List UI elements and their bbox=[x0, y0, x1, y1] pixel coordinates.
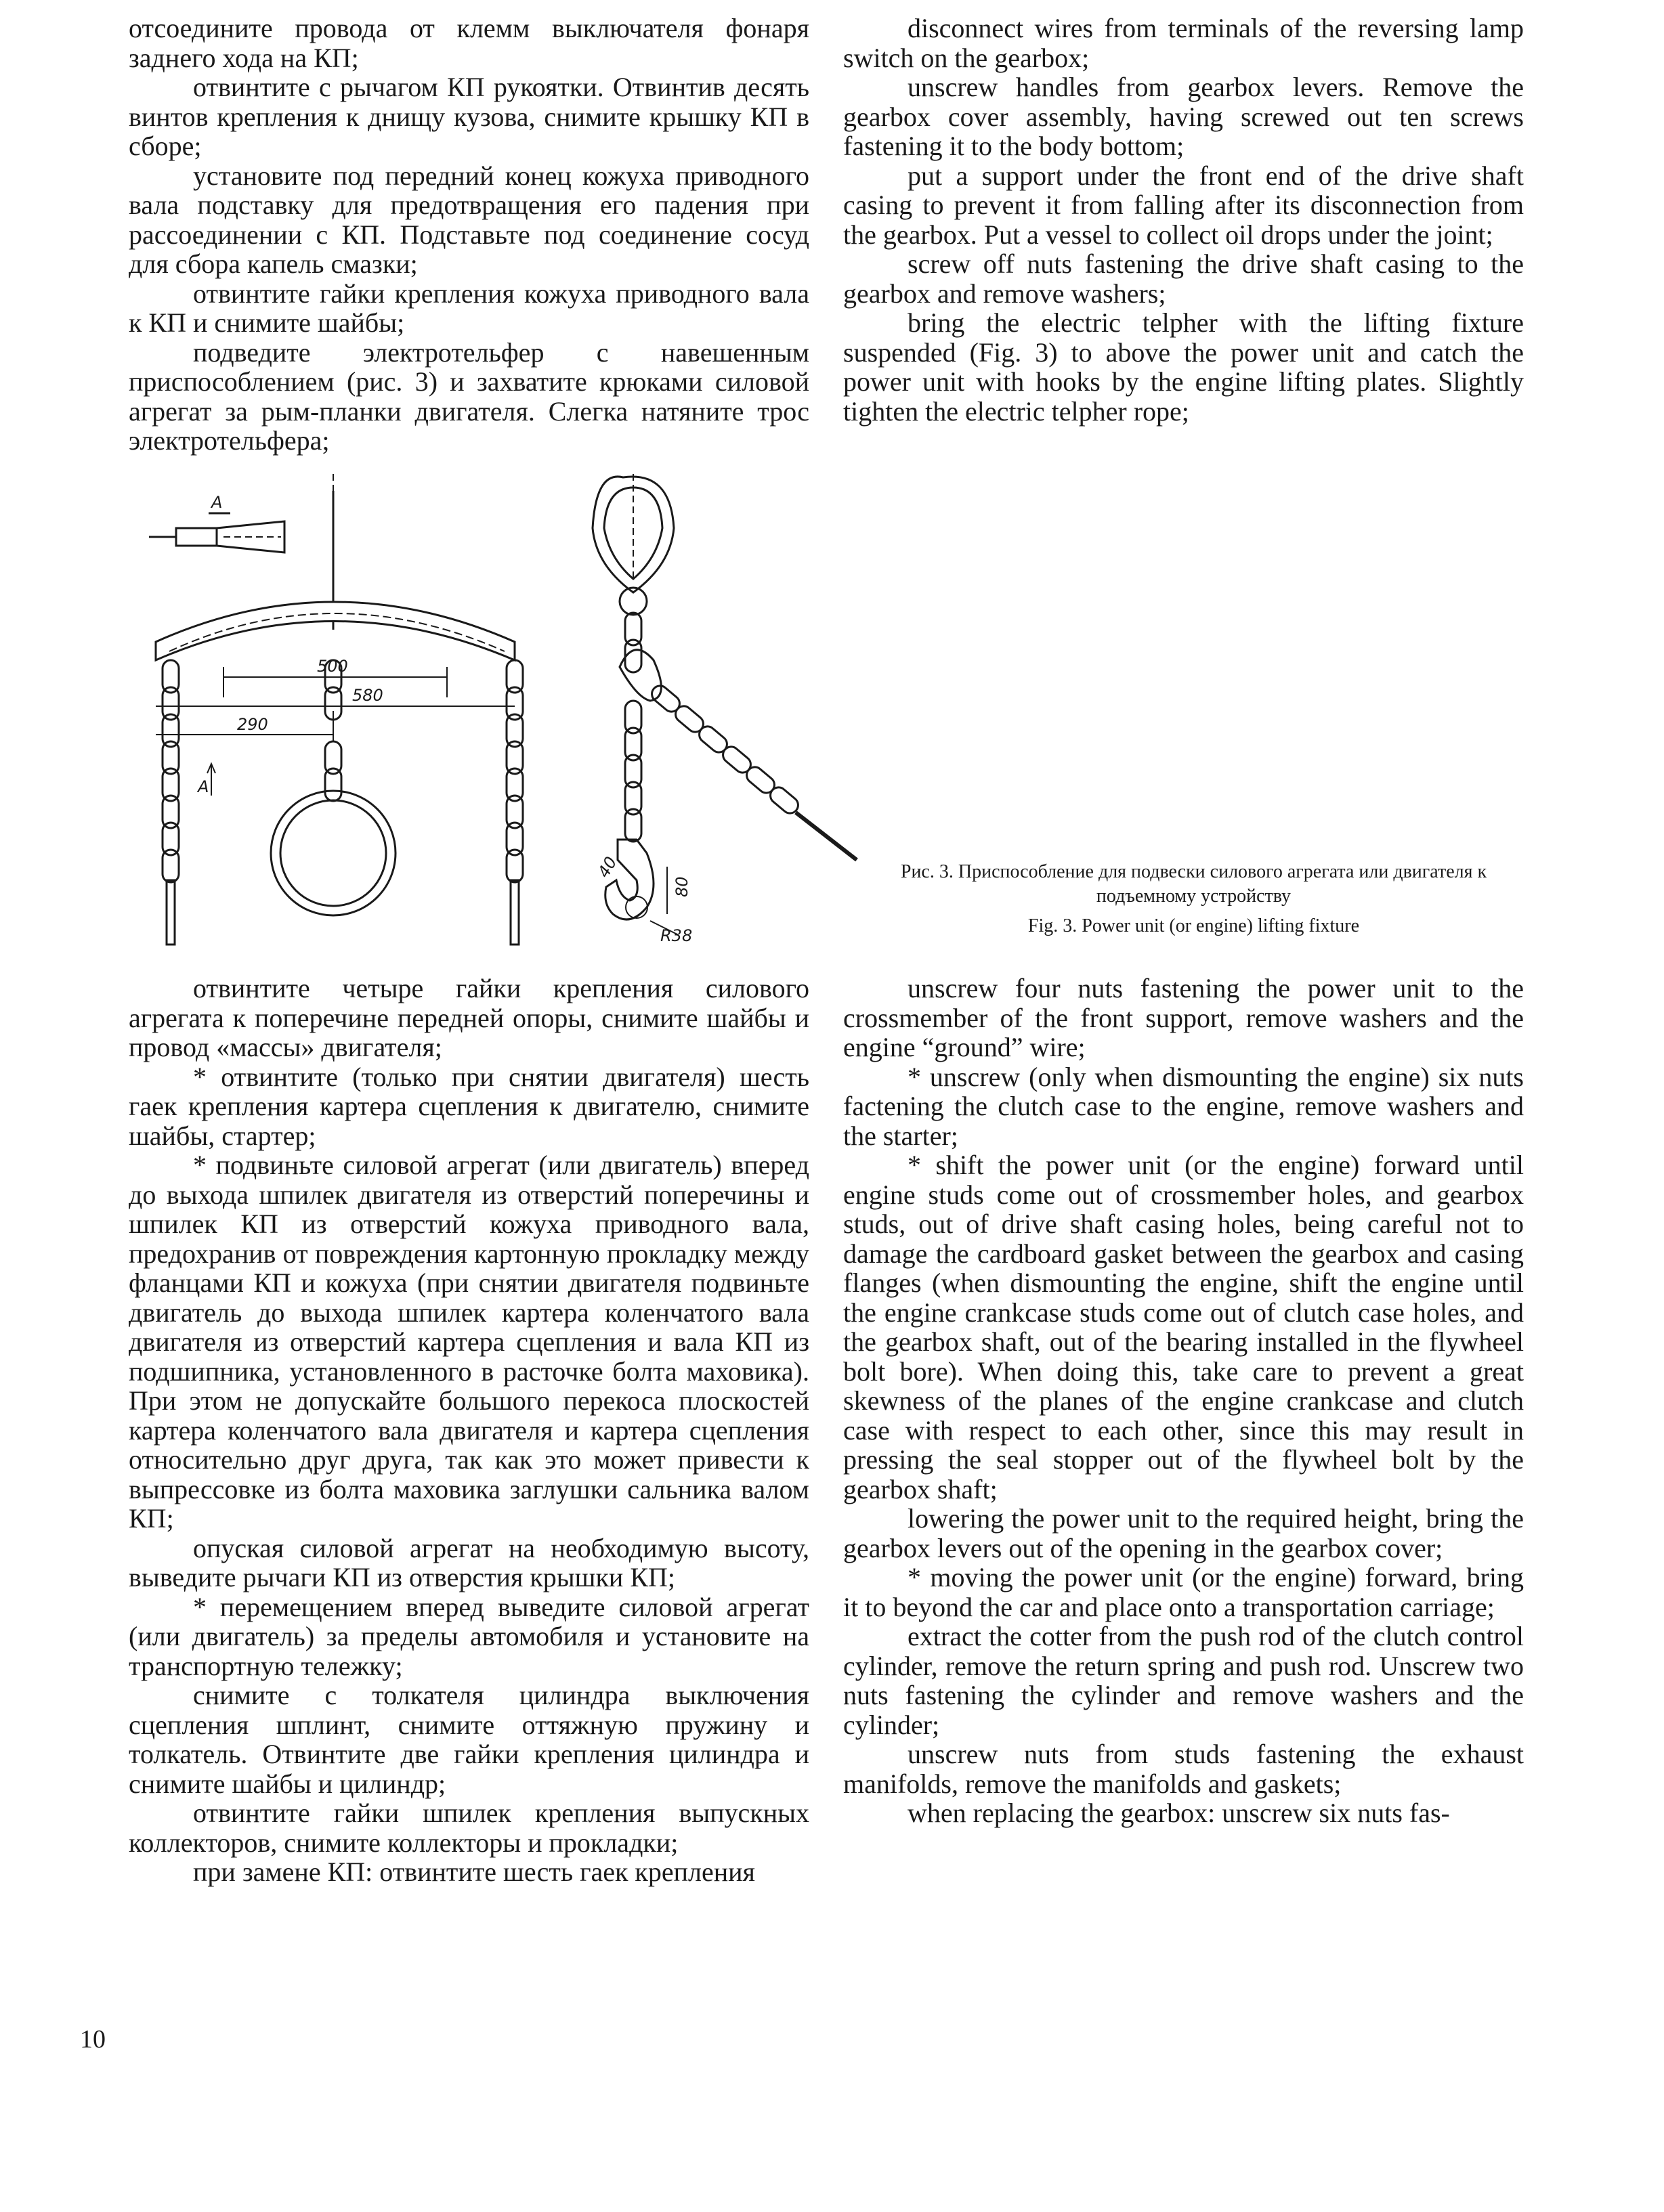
figure-caption bbox=[880, 860, 1507, 938]
dimension-label: 290 bbox=[237, 715, 268, 734]
paragraph: отвинтите гайки шпилек крепления выпускных коллекторов, снимите коллекторы и прокладки; bbox=[129, 1798, 809, 1858]
paragraph: disconnect wires from terminals of the reversing lamp switch on the gearbox; bbox=[843, 13, 1524, 73]
paragraph: bring the electric telpher with the lifting fixture suspended (Fig. 3) to above the power unit and catch the power unit with hooks by the engine lifting plates. Slightly tighten the electric telpher rope; bbox=[843, 307, 1524, 427]
view-label: A bbox=[211, 493, 223, 512]
paragraph: при замене КП: отвинтите шесть гаек крепления bbox=[193, 1857, 755, 1887]
lifting-fixture-drawing bbox=[135, 474, 867, 948]
dimension-label: 80 bbox=[673, 876, 691, 897]
caption-russian: Рис. 3. Приспособление для подвески силового агрегата или двигателя к подъемному устройству bbox=[900, 861, 1487, 907]
page-number: 10 bbox=[80, 2025, 106, 2054]
paragraph: put a support under the front end of the drive shaft casing to prevent it from falling after its disconnection from the gearbox. Put a vessel to collect oil drops under the joint; bbox=[843, 160, 1524, 250]
russian-column-top bbox=[129, 14, 809, 456]
paragraph: установите под передний конец кожуха приводного вала подставку для предотвращения его падения при рассоединении с КП. Подставьте под соединение сосуд для сбора капель смазки; bbox=[129, 160, 809, 279]
curved-beam bbox=[156, 602, 515, 660]
paragraph: отсоедините провода от клемм выключателя фонаря заднего хода на КП; bbox=[129, 13, 809, 73]
paragraph: отвинтите четыре гайки крепления силового агрегата к поперечине передней опоры, снимите шайбы и провод «массы» двигателя; bbox=[129, 973, 809, 1062]
paragraph: отвинтите гайки крепления кожуха приводного вала к КП и снимите шайбы; bbox=[129, 278, 809, 338]
dimension-label: 40 bbox=[594, 853, 621, 881]
dimension-label: R38 bbox=[660, 926, 693, 945]
paragraph: unscrew four nuts fastening the power unit to the crossmember of the front support, remove washers and the engine “ground” wire; bbox=[843, 973, 1524, 1062]
view-a-detail bbox=[149, 493, 284, 552]
english-column-top bbox=[843, 14, 1524, 426]
dimension-label: 580 bbox=[352, 686, 383, 705]
paragraph: unscrew handles from gearbox levers. Remove the gearbox cover assembly, having screwed out ten screws fastening it to the body bottom; bbox=[843, 72, 1524, 161]
paragraph: * moving the power unit (or the engine) forward, bring it to beyond the car and place onto a transportation carriage; bbox=[843, 1562, 1524, 1622]
paragraph: when replacing the gearbox: unscrew six nuts fas- bbox=[908, 1798, 1450, 1828]
paragraph: * отвинтите (только при снятии двигателя) шесть гаек крепления картера сцепления к двигателю, снимите шайбы, стартер; bbox=[129, 1061, 809, 1151]
paragraph: * shift the power unit (or the engine) forward until engine studs come out of crossmember holes, and gearbox studs, out of drive shaft casing holes, being careful not to damage the cardboard gasket between the gearbox and casing flanges (when dismounting the engine, shift the engine until the engine crankcase studs come out of clutch case holes, and the gearbox shaft, out of the bearing installed in the flywheel bolt bore). When doing this, take care to prevent a great skewness of the planes of the engine crankcase and clutch case with respect to each other, since this may result in pressing the seal stopper out of the flywheel bolt by the gearbox shaft; bbox=[843, 1150, 1524, 1504]
russian-column-bottom bbox=[129, 974, 809, 1887]
dimension-label: 500 bbox=[317, 657, 348, 676]
paragraph: lowering the power unit to the required height, bring the gearbox levers out of the opening in the gearbox cover; bbox=[843, 1503, 1524, 1563]
paragraph: * подвиньте силовой агрегат (или двигатель) вперед до выхода шпилек двигателя из отверстий поперечины и шпилек КП из отверстий кожуха приводного вала, предохранив от повреждения картонную прокладку между фланцами КП и кожуха (при снятии двигателя подвиньте двигатель до выхода шпилек картера коленчатого вала двигателя из отверстий картера сцепления и вала КП из подшипника, установленного в расточке болта маховика). При этом не допускайте большого перекоса плоскостей картера коленчатого вала двигателя и картера сцепления относительно друг друга, так как это может привести к выпрессовке из болта маховика заглушки сальника валом КП; bbox=[129, 1150, 809, 1534]
paragraph: unscrew nuts from studs fastening the exhaust manifolds, remove the manifolds and gaskets; bbox=[843, 1739, 1524, 1799]
paragraph: screw off nuts fastening the drive shaft casing to the gearbox and remove washers; bbox=[843, 248, 1524, 309]
paragraph: * unscrew (only when dismounting the engine) six nuts factening the clutch case to the engine, remove washers and the starter; bbox=[843, 1061, 1524, 1151]
paragraph: опуская силовой агрегат на необходимую высоту, выведите рычаги КП из отверстия крышки КП; bbox=[129, 1532, 809, 1592]
paragraph: * перемещением вперед выведите силовой агрегат (или двигатель) за пределы автомобиля и установите на транспортную тележку; bbox=[129, 1591, 809, 1681]
left-chain bbox=[163, 660, 179, 945]
caption-english: Fig. 3. Power unit (or engine) lifting fixture bbox=[1027, 915, 1360, 936]
english-column-bottom bbox=[843, 974, 1524, 1828]
paragraph: extract the cotter from the push rod of the clutch control cylinder, remove the return spring and push rod. Unscrew two nuts fastening the cylinder and remove washers and the cylinder; bbox=[843, 1621, 1524, 1740]
arrow-label: A bbox=[198, 777, 209, 796]
diagonal-chain bbox=[649, 682, 857, 860]
paragraph: отвинтите с рычагом КП рукоятки. Отвинтив десять винтов крепления к днищу кузова, снимите крышку КП в сборе; bbox=[129, 72, 809, 161]
paragraph: подведите электротельфер с навешенным приспособлением (рис. 3) и захватите крюками силовой агрегат за рым-планки двигателя. Слегка натяните трос электротельфера; bbox=[129, 337, 809, 456]
right-chain bbox=[507, 660, 523, 945]
paragraph: снимите с толкателя цилиндра выключения сцепления шплинт, снимите оттяжную пружину и толкатель. Отвинтите две гайки крепления цилиндра и снимите шайбы и цилиндр; bbox=[129, 1680, 809, 1799]
